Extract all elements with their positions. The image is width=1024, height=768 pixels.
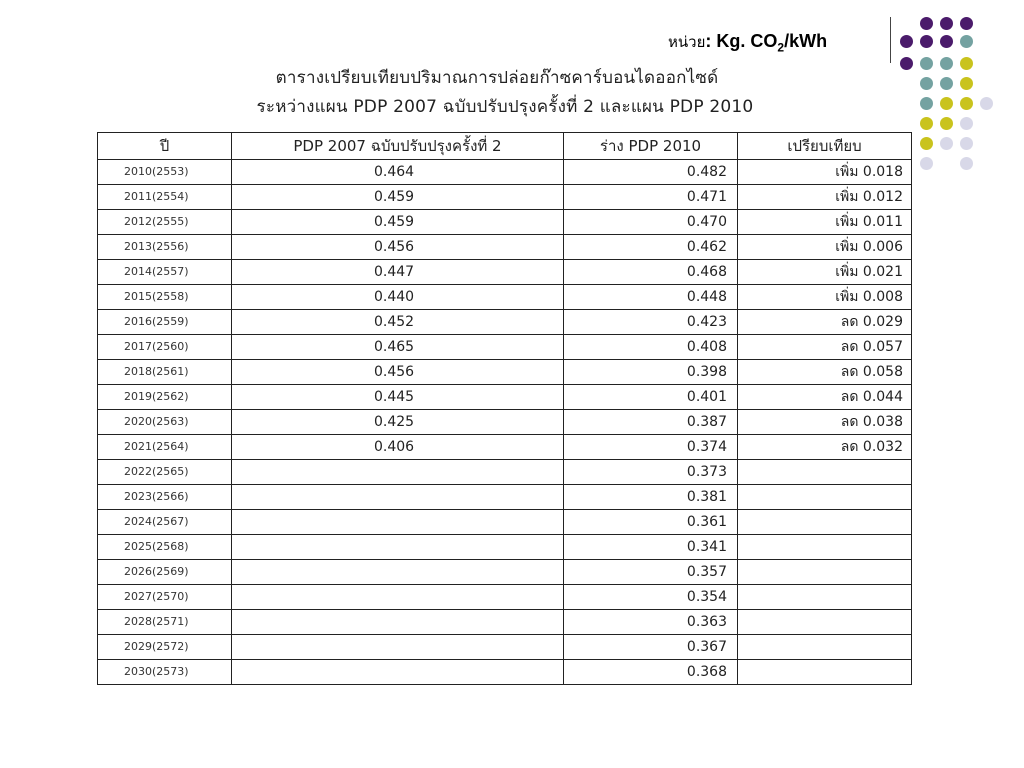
pdp2007-cell: 0.445	[232, 385, 564, 410]
compare-cell	[738, 560, 912, 585]
compare-cell	[738, 635, 912, 660]
pdp2007-cell: 0.456	[232, 235, 564, 260]
table-row	[98, 610, 912, 635]
decorative-dot	[920, 17, 933, 30]
decorative-dot	[960, 137, 973, 150]
header-pdp2010: ร่าง PDP 2010	[564, 133, 738, 160]
pdp2010-cell: 0.363	[564, 610, 738, 635]
compare-cell: ลด 0.057	[738, 335, 912, 360]
pdp2010-cell: 0.462	[564, 235, 738, 260]
pdp2007-cell: 0.452	[232, 310, 564, 335]
compare-cell	[738, 485, 912, 510]
year-cell: 2010(2553)	[98, 160, 232, 185]
pdp2007-cell	[232, 610, 564, 635]
compare-cell	[738, 610, 912, 635]
table-row	[98, 185, 912, 210]
compare-cell: เพิ่ม 0.021	[738, 260, 912, 285]
pdp2010-cell: 0.357	[564, 560, 738, 585]
decorative-dot	[920, 35, 933, 48]
table-row	[98, 360, 912, 385]
pdp2010-cell: 0.361	[564, 510, 738, 535]
header-divider	[890, 17, 891, 63]
decorative-dot	[900, 35, 913, 48]
pdp2010-cell: 0.368	[564, 660, 738, 685]
pdp2010-cell: 0.468	[564, 260, 738, 285]
year-cell: 2015(2558)	[98, 285, 232, 310]
table-row	[98, 585, 912, 610]
year-cell: 2025(2568)	[98, 535, 232, 560]
year-cell: 2019(2562)	[98, 385, 232, 410]
year-cell: 2011(2554)	[98, 185, 232, 210]
year-cell: 2022(2565)	[98, 460, 232, 485]
table-row	[98, 410, 912, 435]
year-cell: 2014(2557)	[98, 260, 232, 285]
pdp2010-cell: 0.408	[564, 335, 738, 360]
unit-thai-prefix: หน่วย	[668, 33, 706, 51]
pdp2010-cell: 0.423	[564, 310, 738, 335]
year-cell: 2023(2566)	[98, 485, 232, 510]
header-year: ปี	[98, 133, 232, 160]
pdp2007-cell: 0.440	[232, 285, 564, 310]
pdp2010-cell: 0.387	[564, 410, 738, 435]
pdp2010-cell: 0.401	[564, 385, 738, 410]
table-row	[98, 385, 912, 410]
compare-cell: เพิ่ม 0.006	[738, 235, 912, 260]
decorative-dot	[920, 137, 933, 150]
compare-cell: เพิ่ม 0.012	[738, 185, 912, 210]
table-row	[98, 560, 912, 585]
page-title-line2: ระหว่างแผน PDP 2007 ฉบับปรับปรุงครั้งที่ 2 และแผน PDP 2010	[256, 97, 754, 117]
table-row	[98, 535, 912, 560]
table-row	[98, 485, 912, 510]
compare-cell: ลด 0.058	[738, 360, 912, 385]
table-row	[98, 335, 912, 360]
table-row	[98, 635, 912, 660]
decorative-dot	[920, 157, 933, 170]
decorative-dot	[960, 35, 973, 48]
header-pdp2007: PDP 2007 ฉบับปรับปรุงครั้งที่ 2	[232, 133, 564, 160]
pdp2007-cell: 0.459	[232, 210, 564, 235]
compare-cell: เพิ่ม 0.008	[738, 285, 912, 310]
year-cell: 2020(2563)	[98, 410, 232, 435]
compare-cell	[738, 510, 912, 535]
compare-cell: ลด 0.044	[738, 385, 912, 410]
table-row	[98, 210, 912, 235]
table-row	[98, 160, 912, 185]
page-title-line1: ตารางเปรียบเทียบปริมาณการปล่อยก๊าซคาร์บอนไดออกไซด์	[275, 68, 719, 88]
pdp2010-cell: 0.398	[564, 360, 738, 385]
compare-cell	[738, 660, 912, 685]
pdp2007-cell	[232, 560, 564, 585]
year-cell: 2024(2567)	[98, 510, 232, 535]
pdp2007-cell	[232, 485, 564, 510]
table-row	[98, 310, 912, 335]
pdp2007-cell	[232, 660, 564, 685]
year-cell: 2030(2573)	[98, 660, 232, 685]
pdp2007-cell: 0.406	[232, 435, 564, 460]
year-cell: 2021(2564)	[98, 435, 232, 460]
table-row	[98, 260, 912, 285]
pdp2007-cell	[232, 460, 564, 485]
pdp2010-cell: 0.374	[564, 435, 738, 460]
pdp2007-cell: 0.425	[232, 410, 564, 435]
pdp2007-cell: 0.464	[232, 160, 564, 185]
compare-cell: ลด 0.038	[738, 410, 912, 435]
decorative-dot	[960, 17, 973, 30]
pdp2010-cell: 0.373	[564, 460, 738, 485]
decorative-dot	[940, 17, 953, 30]
pdp2007-cell: 0.465	[232, 335, 564, 360]
pdp2007-cell: 0.447	[232, 260, 564, 285]
decorative-dot	[960, 157, 973, 170]
pdp2007-cell	[232, 585, 564, 610]
pdp2010-cell: 0.381	[564, 485, 738, 510]
compare-cell	[738, 535, 912, 560]
header-compare: เปรียบเทียบ	[738, 133, 912, 160]
unit-subscript: 2	[777, 40, 785, 55]
decorative-dot	[940, 35, 953, 48]
table-row	[98, 510, 912, 535]
pdp2010-cell: 0.354	[564, 585, 738, 610]
table-header-row	[98, 133, 912, 160]
compare-cell: ลด 0.029	[738, 310, 912, 335]
year-cell: 2013(2556)	[98, 235, 232, 260]
year-cell: 2017(2560)	[98, 335, 232, 360]
unit-colon: :	[705, 31, 712, 51]
table-row	[98, 285, 912, 310]
unit-label	[668, 30, 827, 55]
pdp2007-cell: 0.459	[232, 185, 564, 210]
year-cell: 2018(2561)	[98, 360, 232, 385]
compare-cell	[738, 460, 912, 485]
year-cell: 2029(2572)	[98, 635, 232, 660]
pdp2010-cell: 0.367	[564, 635, 738, 660]
pdp2010-cell: 0.482	[564, 160, 738, 185]
year-cell: 2012(2555)	[98, 210, 232, 235]
table-row	[98, 460, 912, 485]
emissions-table	[97, 132, 912, 685]
compare-cell: ลด 0.032	[738, 435, 912, 460]
compare-cell: เพิ่ม 0.011	[738, 210, 912, 235]
pdp2010-cell: 0.471	[564, 185, 738, 210]
year-cell: 2026(2569)	[98, 560, 232, 585]
unit-value-pre: Kg. CO	[716, 31, 778, 51]
pdp2010-cell: 0.470	[564, 210, 738, 235]
table-row	[98, 660, 912, 685]
pdp2007-cell	[232, 635, 564, 660]
table-row	[98, 235, 912, 260]
pdp2010-cell: 0.448	[564, 285, 738, 310]
pdp2010-cell: 0.341	[564, 535, 738, 560]
year-cell: 2027(2570)	[98, 585, 232, 610]
pdp2007-cell: 0.456	[232, 360, 564, 385]
pdp2007-cell	[232, 535, 564, 560]
year-cell: 2028(2571)	[98, 610, 232, 635]
unit-value-post: /kWh	[784, 31, 828, 51]
compare-cell	[738, 585, 912, 610]
pdp2007-cell	[232, 510, 564, 535]
table-row	[98, 435, 912, 460]
decorative-dot	[940, 137, 953, 150]
year-cell: 2016(2559)	[98, 310, 232, 335]
compare-cell: เพิ่ม 0.018	[738, 160, 912, 185]
